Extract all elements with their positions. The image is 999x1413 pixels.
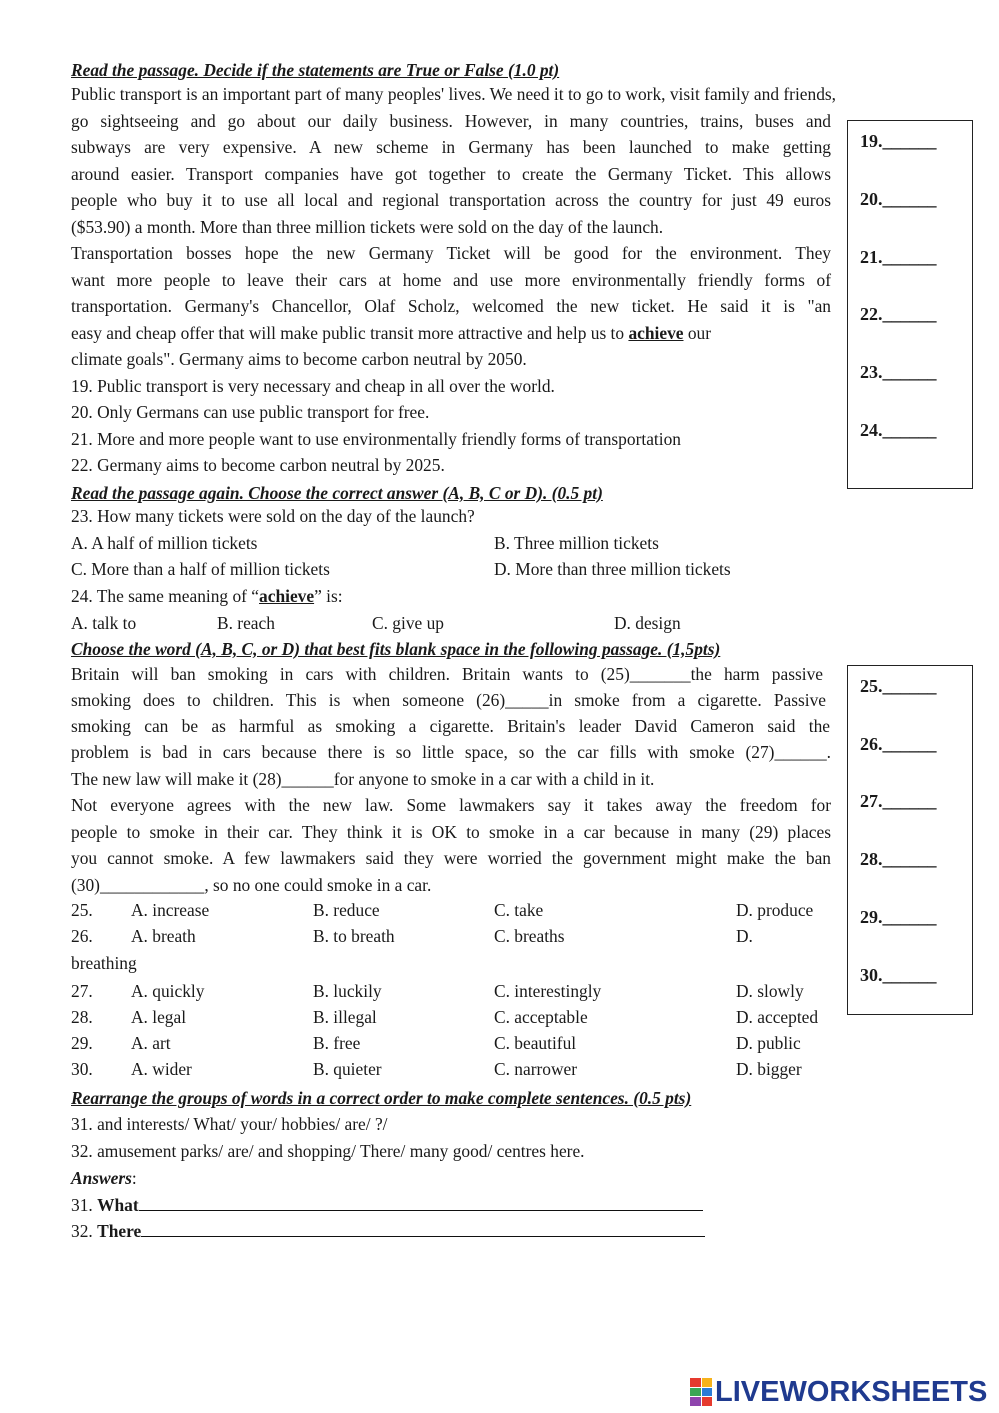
answer-field-19[interactable]: 19.______ [860, 131, 937, 151]
passage-text: our [683, 323, 712, 343]
answer-field-26[interactable]: 26.______ [860, 734, 937, 754]
question-32: 32. amusement parks/ are/ and shopping/ There/ many good/ centres here. [71, 1141, 585, 1161]
brand-name: LIVEWORKSHEETS [715, 1375, 988, 1408]
question-text: 24. The same meaning of “ [71, 586, 260, 606]
section-heading-cloze: Choose the word (A, B, C, or D) that best fits blank space in the following passage. (1,5pts) [71, 639, 721, 659]
question-number: 30. [71, 1059, 93, 1079]
answer-field-28[interactable]: 28.______ [860, 849, 937, 869]
passage-line: people to smoke in their car. They think it is OK to smoke in a car because in many (29) places [71, 822, 831, 842]
option-d[interactable]: D. [736, 926, 753, 946]
option-a[interactable]: A. wider [131, 1059, 192, 1079]
answer-number: 32. [71, 1221, 98, 1241]
statement-22: 22. Germany aims to become carbon neutral by 2025. [71, 455, 445, 475]
q24-option-b[interactable]: B. reach [217, 613, 275, 633]
passage-line: Not everyone agrees with the new law. Some lawmakers say it takes away the freedom for [71, 795, 831, 815]
section-heading-true-false: Read the passage. Decide if the statements are True or False (1.0 pt) [71, 60, 560, 80]
question-text: ” is: [314, 586, 343, 606]
keyword-achieve: achieve [259, 586, 315, 606]
passage-line: subways are very expensive. A new scheme in Germany has been launched to make getting [71, 137, 831, 157]
answer-input-31[interactable] [139, 1195, 703, 1211]
option-a[interactable]: A. increase [131, 900, 210, 920]
q24-option-c[interactable]: C. give up [372, 613, 444, 633]
liveworksheets-logo [690, 1372, 987, 1412]
answers-label-text: Answers [71, 1168, 132, 1188]
passage-line: problem is bad in cars because there is so little space, so the car fills with smoke (27)______. [71, 742, 831, 762]
answer-field-24[interactable]: 24.______ [860, 420, 937, 440]
answer-input-32[interactable] [141, 1221, 705, 1237]
passage-line-achieve [71, 321, 831, 345]
option-b[interactable]: B. quieter [313, 1059, 382, 1079]
keyword-achieve: achieve [628, 323, 684, 343]
passage-line: Britain will ban smoking in cars with children. Britain wants to (25)_______the harm passive [71, 664, 823, 684]
option-c[interactable]: C. interestingly [494, 981, 602, 1001]
q24-option-a[interactable]: A. talk to [71, 613, 137, 633]
option-a[interactable]: A. breath [131, 926, 196, 946]
passage-text: easy and cheap offer that will make public transit more attractive and help us to [71, 323, 629, 343]
question-24 [71, 584, 343, 608]
answer-line-31 [71, 1193, 703, 1217]
passage-line: ($53.90) a month. More than three million tickets were sold on the day of the launch. [71, 217, 664, 237]
question-number: 28. [71, 1007, 93, 1027]
section-heading-rearrange: Rearrange the groups of words in a correct order to make complete sentences. (0.5 pts) [71, 1088, 692, 1108]
option-b[interactable]: B. to breath [313, 926, 395, 946]
answer-start-word: What [97, 1195, 139, 1215]
passage-line: smoking does to children. This is when someone (26)_____in smoke from a cigarette. Passive [71, 690, 826, 710]
passage-line: you cannot smoke. A few lawmakers said they were worried the government might make the ban [71, 848, 831, 868]
answer-field-23[interactable]: 23.______ [860, 362, 937, 382]
option-b[interactable]: B. luckily [313, 981, 382, 1001]
answers-label-colon: : [131, 1168, 137, 1188]
question-31: 31. and interests/ What/ your/ hobbies/ are/ ?/ [71, 1114, 388, 1134]
answer-field-20[interactable]: 20.______ [860, 189, 937, 209]
option-b[interactable]: B. illegal [313, 1007, 377, 1027]
statement-19: 19. Public transport is very necessary and cheap in all over the world. [71, 376, 555, 396]
passage-line: Transportation bosses hope the new Germany Ticket will be good for the environment. They [71, 243, 831, 263]
passage-line: smoking can be as harmful as smoking a cigarette. Britain's leader David Cameron said the [71, 716, 830, 736]
option-c[interactable]: C. beautiful [494, 1033, 577, 1053]
option-c[interactable]: C. breaths [494, 926, 565, 946]
option-b[interactable]: B. reduce [313, 900, 380, 920]
q23-option-c[interactable]: C. More than a half of million tickets [71, 559, 330, 579]
answer-line-32 [71, 1219, 705, 1243]
answer-box-19-24 [847, 120, 973, 489]
statement-20: 20. Only Germans can use public transport for free. [71, 402, 430, 422]
option-b[interactable]: B. free [313, 1033, 361, 1053]
question-number: 29. [71, 1033, 93, 1053]
answer-field-21[interactable]: 21.______ [860, 247, 937, 267]
answers-label [71, 1166, 137, 1190]
answer-box-25-30 [847, 665, 973, 1015]
option-c[interactable]: C. acceptable [494, 1007, 588, 1027]
option-a[interactable]: A. art [131, 1033, 171, 1053]
option-d[interactable]: D. bigger [736, 1059, 802, 1079]
question-23: 23. How many tickets were sold on the day of the launch? [71, 506, 475, 526]
answer-number: 31. [71, 1195, 98, 1215]
question-number: 25. [71, 900, 93, 920]
option-c[interactable]: C. take [494, 900, 544, 920]
q23-option-d[interactable]: D. More than three million tickets [494, 559, 731, 579]
passage-line: transportation. Germany's Chancellor, Olaf Scholz, welcomed the new ticket. He said it is "an [71, 296, 831, 316]
q23-option-b[interactable]: B. Three million tickets [494, 533, 659, 553]
passage-line: want more people to leave their cars at home and use more environmentally friendly forms of [71, 270, 831, 290]
option-d[interactable]: D. produce [736, 900, 814, 920]
option-c[interactable]: C. narrower [494, 1059, 578, 1079]
passage-line: (30)____________, so no one could smoke in a car. [71, 875, 432, 895]
option-d[interactable]: D. public [736, 1033, 801, 1053]
passage-line: people who buy it to use all local and regional transportation across the country for just 49 euros [71, 190, 831, 210]
option-d[interactable]: D. slowly [736, 981, 804, 1001]
option-a[interactable]: A. quickly [131, 981, 205, 1001]
passage-line: Public transport is an important part of many peoples' lives. We need it to go to work, visit family and friends, [71, 84, 837, 104]
answer-field-22[interactable]: 22.______ [860, 304, 937, 324]
answer-field-29[interactable]: 29.______ [860, 907, 937, 927]
answer-start-word: There [97, 1221, 142, 1241]
answer-field-27[interactable]: 27.______ [860, 791, 937, 811]
q23-option-a[interactable]: A. A half of million tickets [71, 533, 258, 553]
question-number: 27. [71, 981, 93, 1001]
section-heading-multiple-choice: Read the passage again. Choose the correct answer (A, B, C or D). (0.5 pt) [71, 483, 603, 503]
question-number: 26. [71, 926, 93, 946]
option-d-continued[interactable]: breathing [71, 953, 137, 973]
option-a[interactable]: A. legal [131, 1007, 187, 1027]
answer-field-25[interactable]: 25.______ [860, 676, 937, 696]
q24-option-d[interactable]: D. design [614, 613, 681, 633]
answer-field-30[interactable]: 30.______ [860, 965, 937, 985]
liveworksheets-logo-icon [690, 1378, 712, 1406]
option-d[interactable]: D. accepted [736, 1007, 819, 1027]
passage-line: around easier. Transport companies have got together to create the Germany Ticket. This allows [71, 164, 831, 184]
statement-21: 21. More and more people want to use environmentally friendly forms of transportation [71, 429, 681, 449]
passage-line: climate goals". Germany aims to become carbon neutral by 2050. [71, 349, 527, 369]
passage-line: go sightseeing and go about our daily business. However, in many countries, trains, buses and [71, 111, 831, 131]
passage-line: The new law will make it (28)______for anyone to smoke in a car with a child in it. [71, 769, 655, 789]
